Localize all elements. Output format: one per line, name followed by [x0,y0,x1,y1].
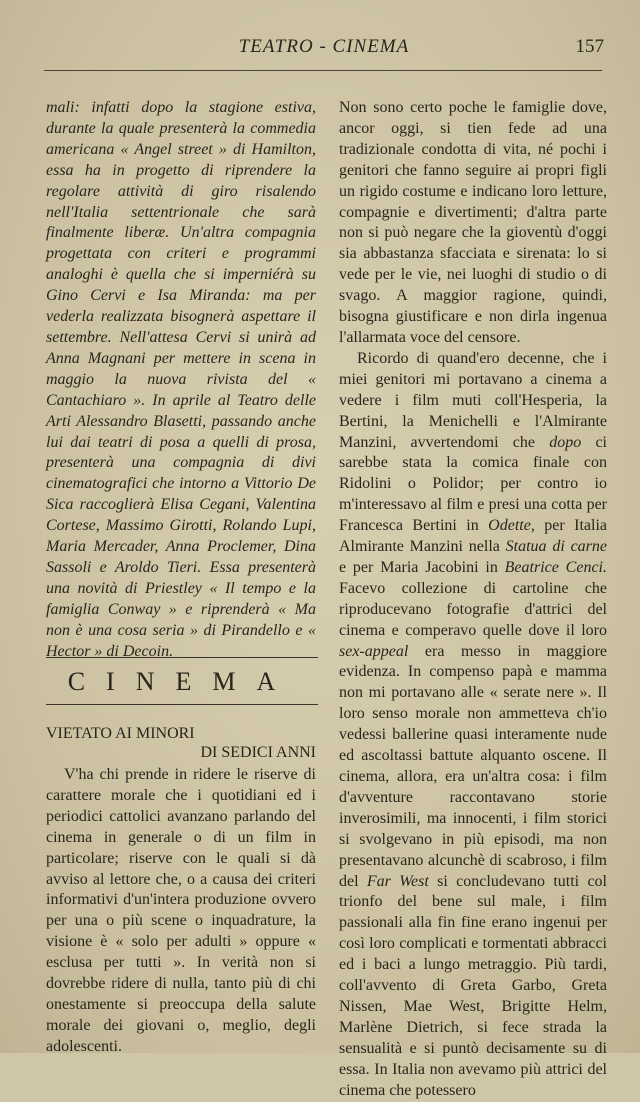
teatro-paragraph: mali: infatti dopo la stagione estiva, durante la quale presenterà la commedia americana « Angel street » di Hamilton, essa ha in progetto di riprendere la regolare attività di giro risalendo nell'Italia settentrionale che sarà finalmente liberæ. Un'altra compagnia progettata con criteri e programmi analoghi è quella che si imperniérà su Gino Cervi e Isa Miranda: ma per vederla realizzata bisognerà aspettare il settembre. Nell'attesa Cervi si unirà ad Anna Magnani per mettere in scena in maggio la nuova rivista del « Cantachiaro ». In aprile al Teatro delle Arti Alessandro Blasetti, passando anche lui dai teatri di posa a quelli di prosa, presenterà una compagnia di divi cinematografici che intorno a Vittorio De Sica raccoglierà Elisa Cegani, Valentina Cortese, Massimo Girotti, Rolando Lupi, Maria Mercader, Anna Proclemer, Dina Sassoli e Aroldo Tieri. Essa presenterà una novità di Priestley « Il tempo e la famiglia Conway » e riprenderà « Ma non è una cosa seria » di Pirandello e « Hector » di Decoin. [46,99,316,660]
header-title: TEATRO - CINEMA [238,36,410,57]
section-rule-top [46,657,318,658]
text-run: ci sarebbe stata la comica finale con Ridolini o Polidor; per contro io m'interessavo al film e presi una cotta per Francesca Bertini in [339,433,608,535]
header-rule [44,70,602,71]
article-title [46,724,316,762]
right-paragraph-1: Non sono certo poche le famiglie dove, ancor oggi, si tien fede ad una tradizionale condotta di vita, né pochi i genitori che fanno seguire ai propri figli un rigido costume e indicano loro letture, compagnie e divertimenti; d'altra parte non si può negare che la gioventù d'oggi sia abbastanza sfacciata e sirenata: lo si vede per le vie, nei luoghi di studio o di svago. A maggior ragione, quindi, bisogna giustificare e non dirla ingenua l'allarmata voce del censore. [339,99,607,346]
article-title-line2: DI SEDICI ANNI [200,744,316,761]
left-column-article [46,765,316,1058]
right-column [339,98,607,1102]
italic-run-odette: Odette, [488,517,535,535]
text-run: si concludevano tutti col trionfo del bene sul male, i film passionali alla fin fine erano ingenui per così loro complicati e tormentati abbracci ed i baci a lungo metraggio. Più tardi, coll'avvento di Greta Garbo, Greta Nissen, Mae West, Brigitte Helm, Marlène Dietrich, si fece strada la sensualità e si puntò decisamente su di essa. In Italia non avevamo più attrici del cinema che potessero [339,872,607,1099]
right-paragraph-2 [339,349,607,1102]
italic-run-farwest: Far West [366,872,429,890]
section-rule-bottom [46,704,318,705]
text-run: e per Maria Jacobini in [339,558,505,576]
italic-run-dopo: dopo [549,433,582,451]
italic-run-statua: Statua di carne [505,538,608,556]
page-number: 157 [575,36,604,57]
section-title-cinema: CINEMA [67,667,297,696]
article-paragraph: V'ha chi prende in ridere le riserve di carattere morale che i quotidiani ed i periodici cattolici avanzano parlando del cinema in generale o di un film in particolare; riserve con le quali si dà avviso al lettore che, o a causa dei criteri informativi d'un'intera produzione ovvero per una o più scene o inquadrature, la visione è « solo per adulti » oppure « esclusa per tutti ». In verità non si dovrebbe ridere di nulla, tanto più di chi onestamente si preoccupa della salute morale dei giovani o, meglio, degli adolescenti. [46,766,316,1055]
running-header [44,36,604,66]
left-column-teatro [46,98,316,662]
text-run: per Italia Almirante Manzini nella [339,517,608,556]
article-title-line1: VIETATO AI MINORI [46,725,195,742]
italic-run-sexappeal: sex-appeal [339,642,409,660]
italic-run-beatrice: Beatrice Cenci. [504,558,608,576]
text-run: Facevo collezione di cartoline che riproducevano fotografie d'attrici del cinema e comperavo quelle dove il loro [339,579,607,639]
text-run: era messo in maggiore evidenza. In compenso papà e mamma non mi portavano alle « serate nere ». Il loro senso morale non ammetteva ch'io vedessi ballerine quasi interamente nude ed ascoltassi battute alquanto oscene. Il cinema, allora, era un'altra cosa: i film d'avventure raccontavano storie inverosimili, ma innocenti, i film storici si svolgevano in più episodi, ma non presentavano alcunchè di scabroso, i film del [339,642,607,890]
text-run: Ricordo di quand'ero decenne, che i miei genitori mi portavano a cinema a vedere i film muti coll'Hesperia, la Bertini, la Menichelli e l'Almirante Manzini, avvertendomi che [339,349,607,451]
